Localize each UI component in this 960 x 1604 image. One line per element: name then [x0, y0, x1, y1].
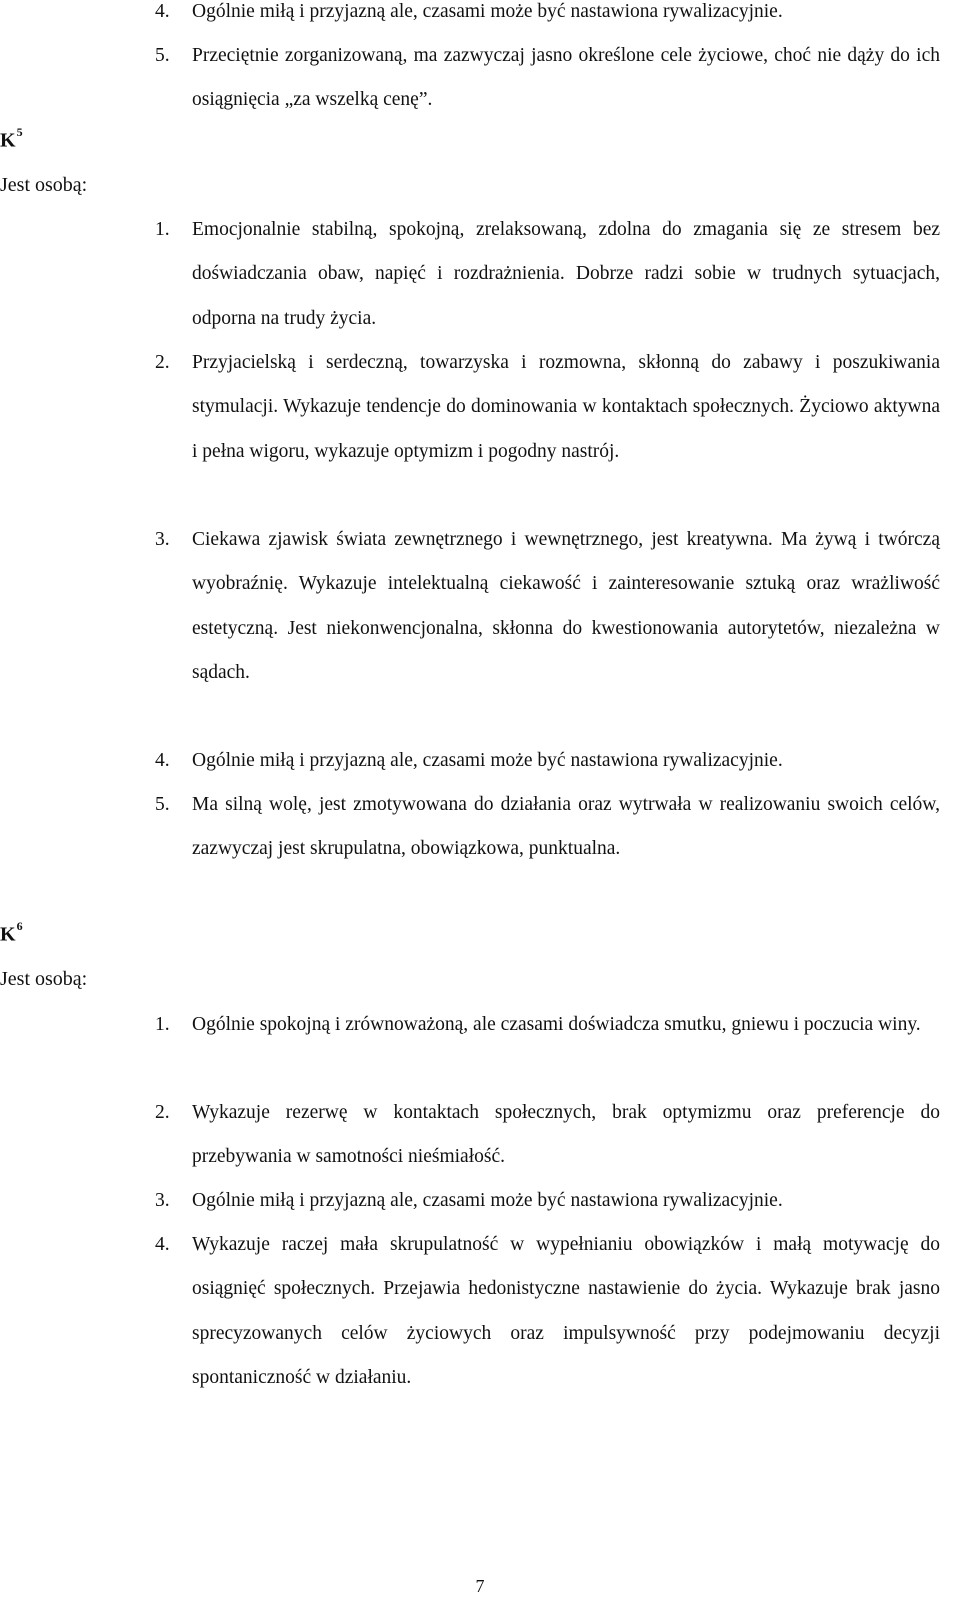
list-text: Wykazuje raczej mała skrupulatność w wypełnianiu obowiązków i małą motywację do osiągnięć społecznych. Przejawia hedonistyczne nastawienie do życia. Wykazuje brak jasno sprecyzowanych celów życiowych oraz impulsywność przy podejmowaniu decyzji spontaniczność w działaniu. [192, 1234, 940, 1388]
page-number: 7 [475, 1576, 485, 1596]
list-number: 3. [155, 1190, 170, 1211]
list-number: 4. [155, 1, 170, 22]
list-item [155, 341, 940, 474]
list-text: Ciekawa zjawisk świata zewnętrznego i wewnętrznego, jest kreatywna. Ma żywą i twórczą wyobraźnię. Wykazuje intelektualną ciekawość i zainteresowanie sztuką oraz wrażliwość estetyczną. Jest niekonwencjonalna, skłonna do kwestionowania autorytetów, niezależna w sądach. [192, 529, 940, 683]
list-number: 3. [155, 529, 170, 550]
list-number: 1. [155, 219, 170, 240]
list-text: Ma silną wolę, jest zmotywowana do działania oraz wytrwała w realizowaniu swoich celów, zazwyczaj jest skrupulatna, obowiązkowa, punktualna. [192, 794, 940, 860]
list-item [155, 739, 940, 783]
heading-superscript: 6 [16, 919, 23, 933]
list-item [155, 1223, 940, 1400]
list-item [155, 208, 940, 341]
list-text: Przyjacielską i serdeczną, towarzyska i rozmowna, skłonną do zabawy i poszukiwania stymulacji. Wykazuje tendencje do dominowania w kontaktach społecznych. Życiowo aktywna i pełna wigoru, wykazuje optymizm i pogodny nastrój. [192, 352, 940, 462]
list-item [155, 518, 940, 695]
section-intro: Jest osobą: [0, 174, 88, 196]
list-item [155, 34, 940, 123]
list-text: Wykazuje rezerwę w kontaktach społecznych, brak optymizmu oraz preferencje do przebywania w samotności nieśmiałość. [192, 1102, 940, 1168]
heading-letter: K [0, 129, 16, 152]
heading-superscript: 5 [16, 125, 23, 139]
list-text: Ogólnie miłą i przyjazną ale, czasami może być nastawiona rywalizacyjnie. [192, 750, 783, 771]
list-number: 4. [155, 750, 170, 771]
list-number: 2. [155, 352, 170, 373]
list-item [155, 0, 940, 34]
list-number: 2. [155, 1102, 170, 1123]
list-number: 5. [155, 45, 170, 66]
list-item [155, 1179, 940, 1223]
list-number: 4. [155, 1234, 170, 1255]
list-text: Ogólnie spokojną i zrównoważoną, ale czasami doświadcza smutku, gniewu i poczucia winy. [192, 1014, 921, 1035]
section-intro: Jest osobą: [0, 968, 88, 990]
heading-letter: K [0, 923, 16, 946]
list-item [155, 1091, 940, 1180]
list-number: 1. [155, 1014, 170, 1035]
list-item [155, 783, 940, 872]
section-heading-k6 [0, 919, 23, 947]
list-number: 5. [155, 794, 170, 815]
list-text: Przeciętnie zorganizowaną, ma zazwyczaj jasno określone cele życiowe, choć nie dąży do ich osiągnięcia „za wszelką cenę”. [192, 45, 940, 111]
section-heading-k5 [0, 125, 23, 153]
list-text: Emocjonalnie stabilną, spokojną, zrelaksowaną, zdolna do zmagania się ze stresem bez doświadczania obaw, napięć i rozdrażnienia. Dobrze radzi sobie w trudnych sytuacjach, odporna na trudy życia. [192, 219, 940, 329]
list-text: Ogólnie miłą i przyjazną ale, czasami może być nastawiona rywalizacyjnie. [192, 1, 783, 22]
list-item [155, 1003, 940, 1047]
list-text: Ogólnie miłą i przyjazną ale, czasami może być nastawiona rywalizacyjnie. [192, 1190, 783, 1211]
